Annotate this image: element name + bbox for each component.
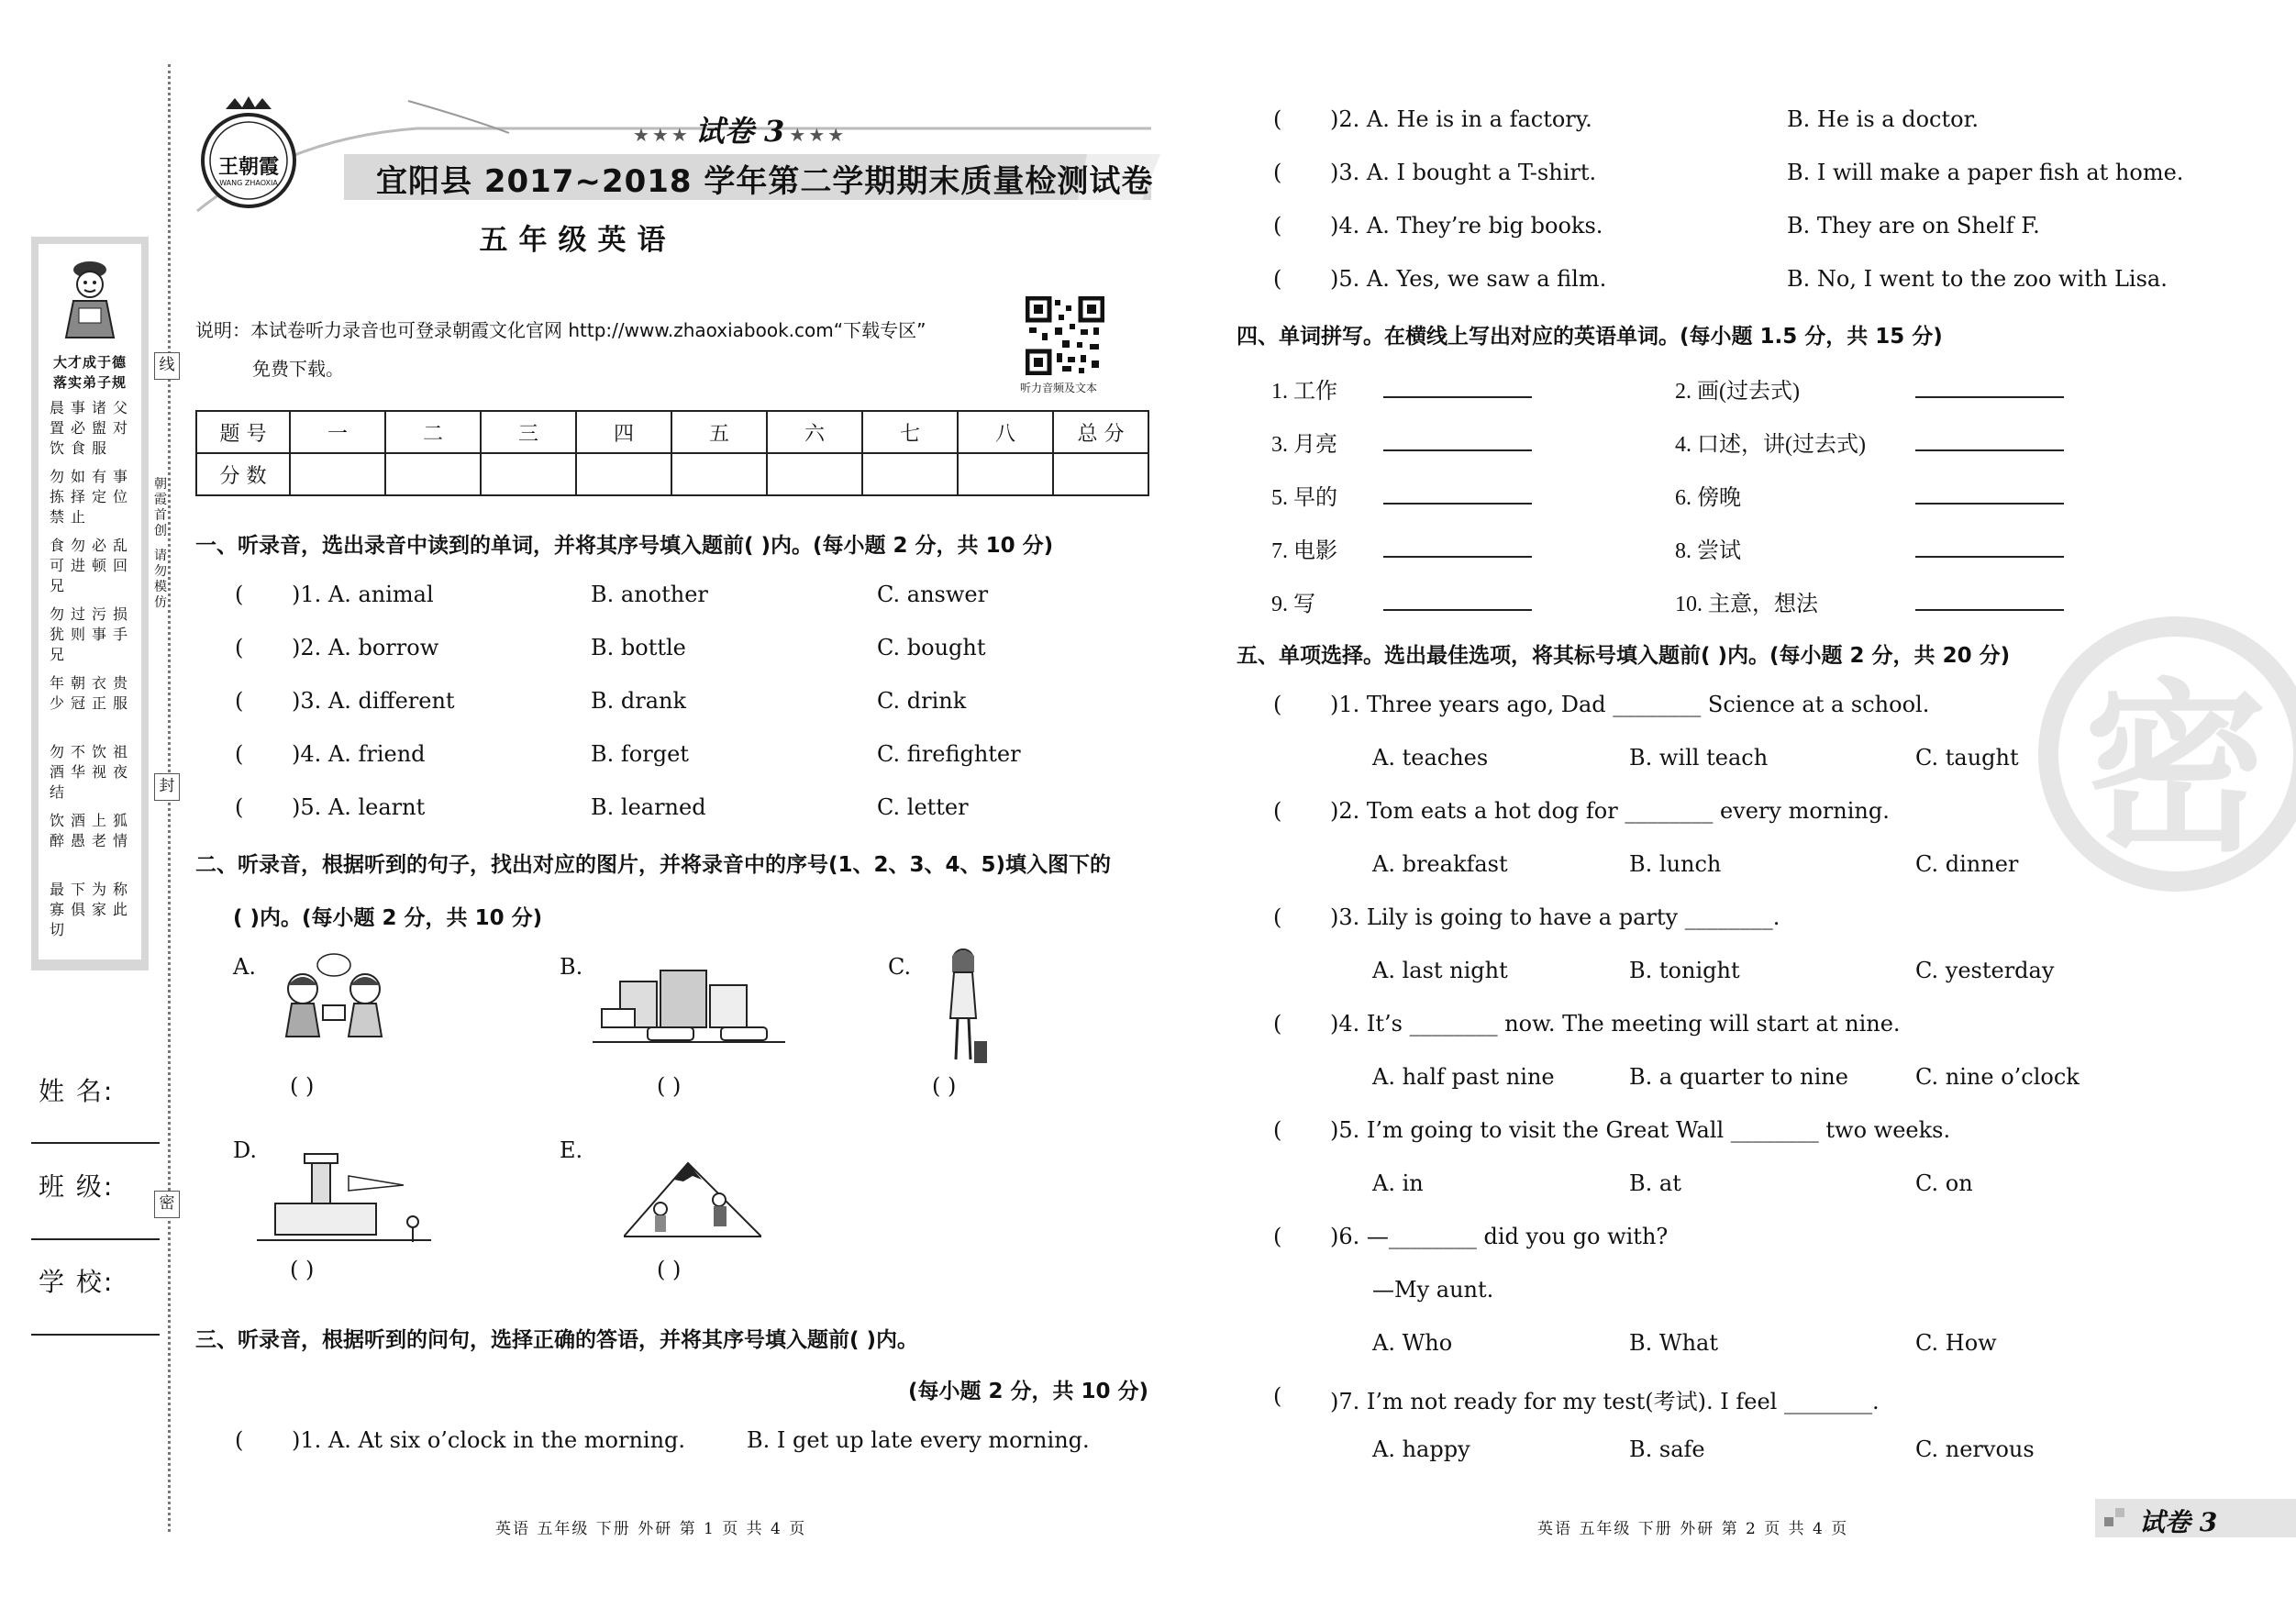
answer-paren[interactable]: ( <box>1273 1383 1282 1409</box>
table-cell: 二 <box>385 411 481 453</box>
score-cell[interactable] <box>862 453 958 495</box>
stars-decoration: ★★★ <box>633 124 691 146</box>
word-prompt: 7. 电影 <box>1271 539 1337 563</box>
motto-title-2: 落实弟子规 <box>52 374 127 391</box>
answer-blank[interactable] <box>1915 449 2064 451</box>
picture-label: E. <box>560 1137 583 1163</box>
answer-blank[interactable] <box>1915 609 2064 611</box>
picture-label: A. <box>233 954 256 980</box>
question-item: )4. A. friend <box>292 741 426 767</box>
logo <box>198 96 299 216</box>
answer-paren[interactable]: ( ) <box>290 1073 315 1099</box>
class-label: 班 级: <box>39 1171 115 1202</box>
option-c: C. dinner <box>1915 851 2019 877</box>
name-field[interactable] <box>31 1142 160 1144</box>
exam-subtitle: 五年级英语 <box>479 224 677 257</box>
paper-tag: 试卷 3 <box>2139 1507 2218 1537</box>
score-table-header-row <box>196 411 1148 453</box>
table-cell: 总 分 <box>1053 411 1148 453</box>
word-prompt: 4. 口述，讲(过去式) <box>1675 433 1866 457</box>
option-b: B. at <box>1629 1170 1681 1196</box>
secret-stamp-watermark: 密 <box>2038 616 2296 892</box>
answer-paren[interactable]: ( ) <box>657 1073 682 1099</box>
word-prompt: 9. 写 <box>1271 593 1315 616</box>
motto-title-1: 大才成于德 <box>52 354 127 371</box>
table-cell: 三 <box>481 411 576 453</box>
part3-heading-continued: (每小题 2 分，共 10 分) <box>908 1380 1149 1403</box>
answer-paren[interactable]: ( <box>1273 1011 1282 1037</box>
answer-blank[interactable] <box>1383 609 1532 611</box>
option-a: A. in <box>1372 1170 1424 1196</box>
option-c: C. bought <box>877 635 986 660</box>
option-b: B. No, I went to the zoo with Lisa. <box>1787 266 2168 292</box>
question-item: )4. A. They’re big books. <box>1330 213 1603 238</box>
question-item: )3. A. I bought a T-shirt. <box>1330 160 1597 185</box>
city-buildings-picture-icon <box>593 963 785 1046</box>
table-cell: 题 号 <box>196 411 290 453</box>
dialogue-reply: —My aunt. <box>1372 1277 1494 1303</box>
girls-reading-picture-icon <box>266 952 404 1044</box>
score-cell[interactable] <box>576 453 671 495</box>
school-label: 学 校: <box>39 1267 115 1297</box>
word-prompt: 2. 画(过去式) <box>1675 380 1800 404</box>
copyright-vertical-note: 朝 霞 首 创 请 勿 模 仿 <box>154 477 167 610</box>
page-footer-right: 英语 五年级 下册 外研 第 2 页 共 4 页 <box>1537 1520 1849 1538</box>
option-b: B. I will make a paper fish at home. <box>1787 160 2184 185</box>
option-b: B. learned <box>591 794 706 820</box>
answer-blank[interactable] <box>1383 556 1532 558</box>
score-cell[interactable] <box>767 453 862 495</box>
score-cell[interactable] <box>290 453 385 495</box>
score-cell[interactable] <box>958 453 1053 495</box>
qr-caption: 听力音频及文本 <box>1020 382 1098 394</box>
score-cell[interactable] <box>671 453 767 495</box>
part3-heading: 三、听录音，根据听到的问句，选择正确的答语，并将其序号填入题前( )内。 <box>195 1328 919 1352</box>
option-a: A. happy <box>1372 1436 1470 1462</box>
question-item: )4. It’s ________ now. The meeting will start at nine. <box>1330 1011 1901 1037</box>
option-b: B. tonight <box>1629 958 1740 983</box>
option-b: B. They are on Shelf F. <box>1787 213 2040 238</box>
option-c: C. How <box>1915 1330 1997 1356</box>
answer-paren[interactable]: ( <box>1273 266 1282 292</box>
answer-paren[interactable]: ( <box>1273 1224 1282 1249</box>
airport-picture-icon <box>257 1148 431 1249</box>
answer-paren[interactable]: ( <box>235 635 244 660</box>
answer-paren[interactable]: ( <box>235 1427 244 1453</box>
score-cell[interactable] <box>385 453 481 495</box>
answer-paren[interactable]: ( <box>1273 692 1282 717</box>
option-c: C. letter <box>877 794 969 820</box>
option-a: A. last night <box>1372 958 1508 983</box>
word-prompt: 8. 尝试 <box>1675 539 1741 563</box>
table-cell: 分 数 <box>196 453 290 495</box>
motto-block: 勿不饮祖酒华视夜结 <box>50 743 135 801</box>
mountain-hikers-picture-icon <box>624 1145 761 1246</box>
option-b: B. lunch <box>1629 851 1722 877</box>
option-b: B. will teach <box>1629 745 1769 771</box>
answer-blank[interactable] <box>1383 449 1532 451</box>
word-prompt: 3. 月亮 <box>1271 433 1337 457</box>
answer-paren[interactable]: ( ) <box>657 1257 682 1282</box>
question-item: )1. A. At six o’clock in the morning. <box>292 1427 686 1453</box>
woman-with-suitcase-picture-icon <box>936 945 991 1073</box>
answer-blank[interactable] <box>1915 503 2064 505</box>
school-field[interactable] <box>31 1334 160 1336</box>
scholar-cartoon-icon <box>57 253 123 345</box>
question-item: )5. A. learnt <box>292 794 426 820</box>
part2-heading: 二、听录音，根据听到的句子，找出对应的图片，并将录音中的序号(1、2、3、4、5)填入图下的 <box>195 853 1112 877</box>
option-a: A. breakfast <box>1372 851 1508 877</box>
seal-tag-secret: 密 <box>154 1191 180 1218</box>
answer-paren[interactable]: ( <box>235 688 244 714</box>
question-item: )1. A. animal <box>292 582 434 607</box>
answer-paren[interactable]: ( <box>235 741 244 767</box>
option-c: C. taught <box>1915 745 2019 771</box>
motto-block: 勿如有事拣择定位禁止 <box>50 468 135 526</box>
option-c: C. drink <box>877 688 967 714</box>
seal-tag-seal: 封 <box>154 773 180 801</box>
question-item: )2. Tom eats a hot dog for ________ every morning. <box>1330 798 1890 824</box>
paper-number-line <box>633 108 847 150</box>
picture-label: D. <box>233 1137 258 1163</box>
answer-paren[interactable]: ( <box>1273 1117 1282 1143</box>
option-b: B. a quarter to nine <box>1629 1064 1848 1090</box>
table-cell: 八 <box>958 411 1053 453</box>
part4-heading: 四、单词拼写。在横线上写出对应的英语单词。(每小题 1.5 分，共 15 分) <box>1237 325 1943 349</box>
class-field[interactable] <box>31 1238 160 1240</box>
option-b: B. He is a doctor. <box>1787 106 1980 132</box>
motto-block: 年朝衣贵少冠正服 <box>50 674 135 712</box>
table-cell: 一 <box>290 411 385 453</box>
option-b: B. forget <box>591 741 689 767</box>
option-c: C. answer <box>877 582 989 607</box>
name-label: 姓 名: <box>39 1076 115 1106</box>
part2-heading-continued: ( )内。(每小题 2 分，共 10 分) <box>233 906 543 930</box>
answer-blank[interactable] <box>1915 396 2064 398</box>
option-a: A. teaches <box>1372 745 1489 771</box>
answer-paren[interactable]: ( <box>1273 160 1282 185</box>
option-b: B. bottle <box>591 635 686 660</box>
option-b: B. What <box>1629 1330 1718 1356</box>
motto-box <box>31 237 149 970</box>
answer-blank[interactable] <box>1915 556 2064 558</box>
option-c: C. yesterday <box>1915 958 2055 983</box>
motto-block: 饮酒上狐醉愚老情 <box>50 812 135 849</box>
question-item: )6. —________ did you go with? <box>1330 1224 1669 1249</box>
answer-paren[interactable]: ( <box>1273 904 1282 930</box>
table-cell: 五 <box>671 411 767 453</box>
answer-paren[interactable]: ( <box>235 582 244 607</box>
seal-tag-line: 线 <box>154 352 180 380</box>
answer-paren[interactable]: ( ) <box>290 1257 315 1282</box>
exam-title: 宜阳县 2017~2018 学年第二学期期末质量检测试卷 <box>376 163 1154 200</box>
paper-number: 试卷 3 <box>694 114 785 149</box>
part1-heading: 一、听录音，选出录音中读到的单词，并将其序号填入题前( )内。(每小题 2 分，共 10 分) <box>195 534 1054 558</box>
question-item: )5. I’m going to visit the Great Wall ________ two weeks. <box>1330 1117 1951 1143</box>
table-cell: 七 <box>862 411 958 453</box>
table-cell: 六 <box>767 411 862 453</box>
word-prompt: 1. 工作 <box>1271 380 1337 404</box>
option-c: C. on <box>1915 1170 1973 1196</box>
logo-text: 王朝霞 <box>218 155 280 179</box>
score-cell[interactable] <box>1053 453 1148 495</box>
instruction-note-continued: 免费下载。 <box>252 358 344 380</box>
option-b: B. I get up late every morning. <box>747 1427 1090 1453</box>
part5-heading: 五、单项选择。选出最佳选项，将其标号填入题前( )内。(每小题 2 分，共 20 分) <box>1237 644 2011 668</box>
answer-blank[interactable] <box>1383 503 1532 505</box>
picture-label: C. <box>888 954 912 980</box>
motto-block: 最下为称寡俱家此切 <box>50 881 135 938</box>
option-c: C. firefighter <box>877 741 1021 767</box>
instruction-note: 说明：本试卷听力录音也可登录朝霞文化官网 http://www.zhaoxiabook.com“下载专区” <box>195 319 926 341</box>
option-a: A. half past nine <box>1372 1064 1555 1090</box>
paper-tag-box <box>2095 1499 2296 1537</box>
answer-paren[interactable]: ( ) <box>932 1073 957 1099</box>
logo-subtext: WANG ZHAOXIA <box>219 179 278 187</box>
word-prompt: 6. 傍晚 <box>1675 486 1741 510</box>
stars-decoration: ★★★ <box>789 124 848 146</box>
motto-block: 晨事诸父置必盥对饮食服 <box>50 399 135 457</box>
answer-paren[interactable]: ( <box>1273 213 1282 238</box>
answer-paren[interactable]: ( <box>235 794 244 820</box>
option-c: C. nine o’clock <box>1915 1064 2080 1090</box>
table-cell: 四 <box>576 411 671 453</box>
question-item: )2. A. borrow <box>292 635 439 660</box>
answer-blank[interactable] <box>1383 396 1532 398</box>
question-item: )1. Three years ago, Dad ________ Science at a school. <box>1330 692 1930 717</box>
question-item: )2. A. He is in a factory. <box>1330 106 1592 132</box>
motto-block: 勿过污损犹则事手兄 <box>50 605 135 663</box>
score-cell[interactable] <box>481 453 576 495</box>
page-footer-left: 英语 五年级 下册 外研 第 1 页 共 4 页 <box>495 1520 807 1538</box>
answer-paren[interactable]: ( <box>1273 106 1282 132</box>
qr-code-icon[interactable] <box>1026 296 1104 375</box>
question-item: )3. Lily is going to have a party ________. <box>1330 904 1780 930</box>
score-table-score-row <box>196 453 1148 495</box>
option-b: B. another <box>591 582 708 607</box>
word-prompt: 5. 早的 <box>1271 486 1337 510</box>
question-item: )3. A. different <box>292 688 455 714</box>
option-a: A. Who <box>1372 1330 1453 1356</box>
answer-paren[interactable]: ( <box>1273 798 1282 824</box>
score-table <box>195 410 1149 496</box>
option-b: B. safe <box>1629 1436 1705 1462</box>
word-prompt: 10. 主意，想法 <box>1675 593 1818 616</box>
option-b: B. drank <box>591 688 687 714</box>
picture-label: B. <box>560 954 583 980</box>
option-c: C. nervous <box>1915 1436 2035 1462</box>
question-item: )7. I’m not ready for my test(考试). I feel ________. <box>1330 1389 1880 1414</box>
question-item: )5. A. Yes, we saw a film. <box>1330 266 1607 292</box>
motto-block: 食勿必乱可进顿回兄 <box>50 537 135 594</box>
